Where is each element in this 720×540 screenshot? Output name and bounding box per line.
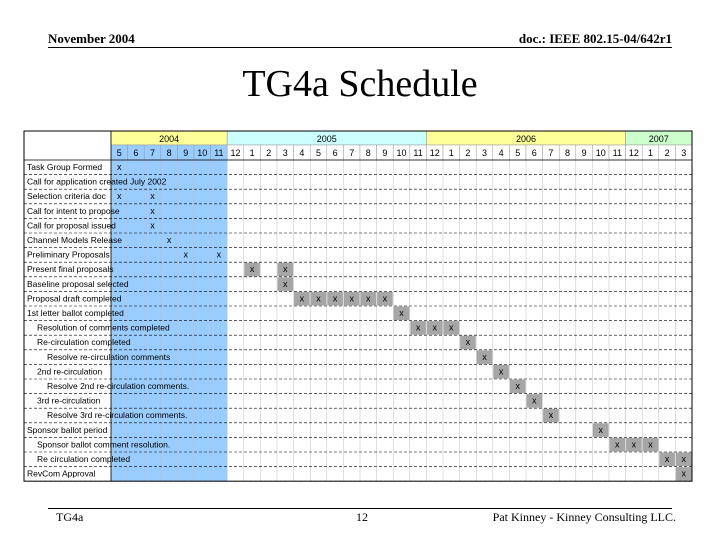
schedule-mark: x (664, 454, 670, 464)
month-label: 6 (332, 148, 338, 158)
schedule-mark: x (150, 205, 155, 216)
year-label-2007: 2007 (648, 134, 669, 144)
task-label: Task Group Formed (27, 162, 103, 172)
month-label: 1 (249, 148, 255, 158)
month-label: 7 (349, 148, 355, 158)
month-label: 10 (595, 148, 606, 158)
month-label: 2 (664, 148, 670, 158)
footer-group: TG4a (56, 510, 84, 524)
task-label: 2nd re-circulation (37, 366, 103, 377)
year-label-2005: 2005 (316, 134, 337, 144)
month-label: 2 (465, 148, 471, 158)
task-label: Call for proposal issued (27, 220, 116, 231)
task-label: Proposal draft completed (27, 293, 122, 304)
schedule-mark: x (299, 293, 305, 304)
schedule-mark: x (382, 293, 388, 304)
schedule-mark: x (449, 322, 454, 333)
month-label: 6 (531, 148, 537, 158)
month-label: 9 (382, 148, 388, 158)
month-label: 12 (429, 148, 440, 158)
month-label: 11 (214, 148, 224, 158)
month-label: 12 (230, 148, 241, 158)
month-label: 4 (299, 148, 305, 158)
task-label: Baseline proposal selected (27, 278, 129, 289)
footer-rule (48, 508, 672, 509)
schedule-mark: x (631, 439, 637, 450)
slide-number: 12 (356, 510, 368, 524)
month-label: 5 (116, 148, 122, 158)
task-label: Re circulation completed (37, 454, 131, 464)
schedule-mark: x (332, 293, 338, 304)
month-label: 7 (149, 148, 156, 158)
month-label: 5 (515, 148, 521, 158)
schedule-mark: x (515, 381, 520, 391)
month-label: 11 (413, 148, 423, 158)
schedule-mark: x (349, 293, 354, 304)
task-label: Call for application created July 2002 (27, 176, 167, 187)
task-label: Re-circulation completed (37, 337, 131, 348)
task-label: Preliminary Proposals (27, 249, 110, 260)
schedule-mark: x (615, 439, 620, 450)
month-label: 9 (581, 148, 587, 158)
task-label: Call for intent to propose (27, 205, 120, 216)
schedule-mark: x (150, 191, 155, 202)
month-label: 5 (315, 148, 322, 158)
schedule-mark: x (415, 322, 421, 333)
month-label: 6 (133, 148, 139, 158)
month-label: 4 (498, 148, 504, 158)
task-label: Channel Models Release (27, 235, 122, 245)
task-label: Selection criteria doc (27, 191, 106, 202)
slide-title: TG4a Schedule (242, 63, 478, 105)
header-date: November 2004 (48, 31, 135, 46)
year-label-2006: 2006 (515, 134, 537, 144)
month-label: 11 (612, 148, 622, 158)
task-label: Resolve 3rd re-circulation comments. (47, 410, 188, 421)
month-label: 9 (183, 148, 189, 158)
task-label: Resolution of comments completed (37, 322, 170, 333)
month-label: 1 (448, 148, 454, 158)
task-label: Sponsor ballot comment resolution. (37, 439, 171, 450)
schedule-mark: x (598, 424, 603, 435)
task-label: RevCom Approval (27, 468, 96, 479)
task-label: Resolve 2nd re-circulation comments. (47, 381, 190, 391)
header-doc-id: doc.: IEEE 802.15-04/642r1 (518, 31, 672, 46)
month-label: 8 (365, 148, 371, 158)
month-label: 8 (564, 148, 571, 158)
task-label: Sponsor ballot period (27, 424, 108, 435)
schedule-mark: x (432, 322, 437, 333)
month-label: 1 (647, 148, 654, 158)
month-label: 2 (266, 148, 272, 158)
year-label-2004: 2004 (159, 134, 180, 144)
month-label: 3 (481, 148, 488, 158)
schedule-mark: x (399, 308, 404, 318)
task-label: Resolve re-circulation comments (47, 351, 171, 362)
month-label: 10 (396, 148, 407, 158)
month-label: 10 (197, 148, 208, 158)
schedule-mark: x (482, 351, 487, 362)
task-label: 3rd re-circulation (37, 395, 101, 406)
schedule-mark: x (648, 439, 653, 450)
month-label: 3 (681, 148, 687, 158)
schedule-mark: x (498, 366, 504, 377)
footer-author: Pat Kinney - Kinney Consulting LLC. (492, 510, 676, 524)
month-label: 7 (548, 148, 554, 158)
task-label: Present final proposals (27, 264, 114, 275)
schedule-mark: x (216, 249, 222, 260)
schedule-mark: x (117, 162, 122, 172)
schedule-mark: x (532, 395, 537, 406)
schedule-mark: x (316, 293, 321, 304)
schedule-mark: x (283, 278, 288, 289)
schedule-mark: x (183, 249, 188, 260)
schedule-mark: x (166, 235, 172, 245)
month-label: 12 (628, 148, 639, 158)
schedule-mark: x (117, 191, 122, 202)
schedule-mark: x (681, 468, 686, 479)
schedule-mark: x (150, 220, 155, 231)
schedule-mark: x (681, 454, 686, 464)
schedule-mark: x (249, 264, 255, 275)
schedule-mark: x (465, 337, 471, 348)
schedule-mark: x (548, 410, 554, 421)
month-label: 3 (282, 148, 288, 158)
schedule-mark: x (283, 264, 288, 275)
task-label: 1st letter ballot completed (27, 308, 124, 318)
month-label: 8 (166, 148, 172, 158)
schedule-mark: x (366, 293, 371, 304)
